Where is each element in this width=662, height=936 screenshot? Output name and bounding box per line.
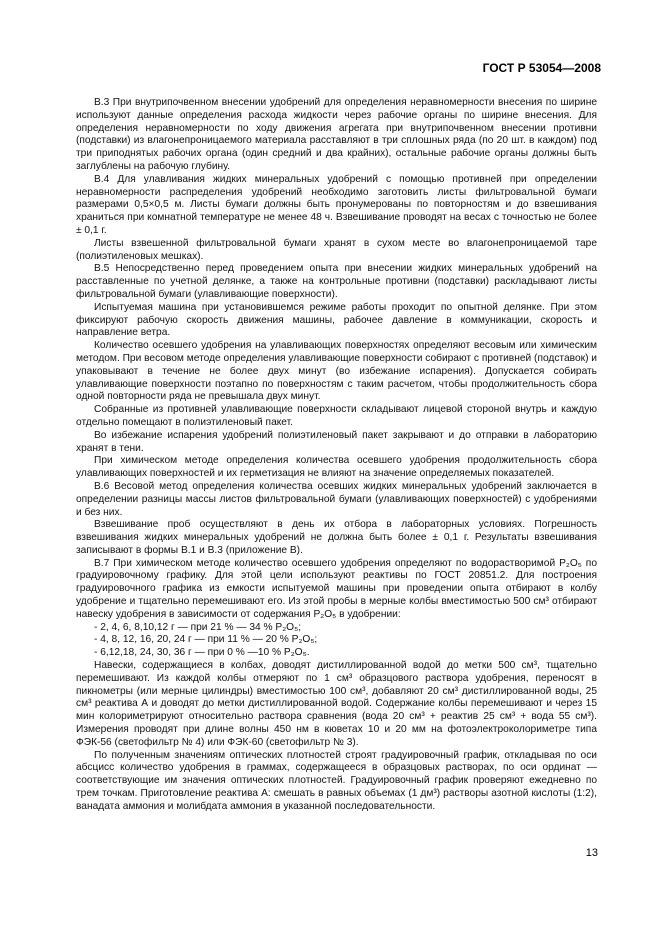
paragraph: При химическом методе определения количества осевшего удобрения продолжительность сбора улавливающих поверхностей и их герметизация не влияют на значение определяемых показателей.: [76, 455, 597, 480]
body-text: [76, 97, 597, 814]
paragraph: В.5 Непосредственно перед проведением опыта при внесении жидких минеральных удобрений на расставленные по учетной делянке, а также на контрольные противни (подставки) раскладывают листы фильтровальной бумаги (улавливающие поверхности).: [76, 263, 597, 300]
doc-number-header: ГОСТ Р 53054—2008: [482, 61, 601, 75]
paragraph: В.3 При внутрипочвенном внесении удобрений для определения неравномерности внесения по ширине используют данные определения расхода жидкости через рабочие органы по ширине внесения. Для определения неравномерности по ходу движения агрегата при внутрипочвенном внесении противни (подставки) из влагонепроницаемого материала расставляют в три сплошных ряда (по 20 шт. в каждом) под три приподнятых рабочих органа (один средний и два крайних), остальные рабочие органы должны быть заглублены на рабочую глубину.: [76, 97, 597, 172]
list-item: - 2, 4, 6, 8,10,12 г — при 21 % — 34 % P₂O₅;: [94, 621, 302, 633]
paragraph: Во избежание испарения удобрений полиэтиленовый пакет закрывают и до отправки в лабораторию хранят в тени.: [76, 429, 597, 454]
paragraph: Собранные из противней улавливающие поверхности складывают лицевой стороной внутрь и каждую отдельно помещают в полиэтиленовый пакет.: [76, 404, 597, 428]
page-number: 13: [585, 847, 598, 859]
list-item: - 4, 8, 12, 16, 20, 24 г — при 11 % — 20 % P₂O₅;: [94, 634, 318, 646]
paragraph: Испытуемая машина при установившемся режиме работы проходит по опытной делянке. При этом фиксируют рабочую скорость движения машины, рабочее давление в коммуникации, скорость и направление ветра.: [76, 301, 597, 339]
paragraph: В.6 Весовой метод определения количества осевших жидких минеральных удобрений заключается в определении разницы массы листов фильтровальной бумаги (улавливающих поверхностей) с удобрениями и без них.: [76, 480, 597, 518]
paragraph: Навески, содержащиеся в колбах, доводят дистиллированной водой до метки 500 см³, тщательно перемешивают. Из каждой колбы отмеряют по 1 см³ образцового раствора удобрения, переносят в пикнометры (или мерные цилиндры) вместимостью 100 см³, добавляют 20 см³ дистиллированной воды, 25 см³ реактива А и доводят до метки дистиллированной водой. Содержание колбы перемешивают и через 15 мин колориметрируют относительно раствора сравнения (вода 20 см³ + реактив 25 см³ + вода 55 см³). Измерения проводят при длине волны 450 нм в кюветах 10 и 20 мм на фотоэлектроколориметре типа ФЭК-56 (светофильтр № 4) или ФЭК-60 (светофильтр № 3).: [76, 660, 597, 748]
paragraph: Листы взвешенной фильтровальной бумаги хранят в сухом месте во влагонепроницаемой таре (полиэтиленовых мешках).: [76, 237, 597, 262]
paragraph: Количество осевшего удобрения на улавливающих поверхностях определяют весовым или химическим методом. При весовом методе определения улавливающие поверхности собирают с противней (подставок) и упаковывают в течение не более двух минут (во избежание испарения). Допускается собирать улавливающие поверхности поэтапно по поверхностям с таким расчетом, чтобы продолжительность сбора одной повторности ряда не превышала двух минут.: [76, 340, 597, 403]
paragraph: По полученным значениям оптических плотностей строят градуировочный график, откладывая по оси абсцисс количество удобрения в граммах, содержащееся в образцовых растворах, по оси ординат — соответствующие им значения оптических плотностей. Градуировочный график проверяют ежедневно по трем точкам. Приготовление реактива А: смешать в равных объемах (1 дм³) растворы азотной кислоты (1:2), ванадата аммония и молибдата аммония в указанной последовательности.: [76, 749, 597, 812]
paragraph: В.4 Для улавливания жидких минеральных удобрений с помощью противней при определении неравномерности распределения удобрений необходимо заготовить листы фильтровальной бумаги размерами 0,5×0,5 м. Листы бумаги должны быть пронумерованы по повторностям и до взвешивания храниться при комнатной температуре не менее 48 ч. Взвешивание проводят на весах с точностью не более ± 0,1 г.: [76, 173, 597, 236]
paragraph: В.7 При химическом методе количество осевшего удобрения определяют по водорастворимой P₂O₅ по градуировочному графику. Для этой цели используют реактивы по ГОСТ 20851.2. Для построения градуировочного графика из емкости испытуемой машины при проведении опыта отбирают в колбу удобрение и тщательно перемешивают его. Из этой пробы в мерные колбы вместимостью 500 см³ отбирают навеску удобрения в зависимости от содержания P₂O₅ в удобрении:: [76, 557, 597, 620]
paragraph: Взвешивание проб осуществляют в день их отбора в лабораторных условиях. Погрешность взвешивания жидких минеральных удобрений не должна быть более ± 0,1 г. Результаты взвешивания записывают в формы В.1 и В.3 (приложение В).: [76, 519, 597, 556]
list-item: - 6,12,18, 24, 30, 36 г — при 0 % —10 % P₂O₅.: [94, 647, 310, 659]
